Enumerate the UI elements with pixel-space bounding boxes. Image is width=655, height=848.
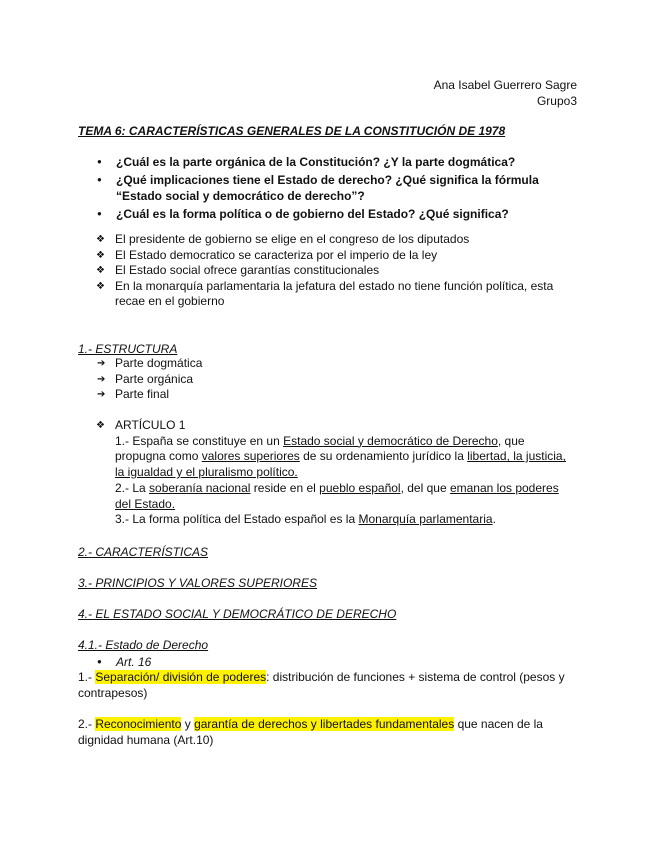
paragraph-separacion-poderes [78,669,568,701]
underlined-text: Estado social y democrático de Derecho [283,433,498,448]
note-item: ❖ El presidente de gobierno se elige en el congreso de los diputados [78,232,558,248]
underlined-text: Monarquía parlamentaria [358,512,493,527]
highlighted-text: garantía de derechos y libertades fundamentales [194,717,455,731]
question-item: ● ¿Qué implicaciones tiene el Estado de derecho? ¿Qué significa la fórmula “Estado social y democrático de derecho”? [78,172,548,204]
highlighted-text: Reconocimiento [95,717,182,731]
highlighted-text: Separación/ división de poderes [95,670,267,684]
section-heading-principios: 3.- PRINCIPIOS Y VALORES SUPERIORES [78,576,317,590]
estructura-list [78,356,202,403]
subsection-heading-estado-derecho: 4.1.- Estado de Derecho [78,638,209,652]
underlined-text: pueblo español [319,480,401,495]
question-item: ● ¿Cuál es la parte orgánica de la Constitución? ¿Y la parte dogmática? [78,154,548,170]
note-item: ❖ El Estado democratico se caracteriza por el imperio de la ley [78,248,558,264]
note-item: ❖ El Estado social ofrece garantías constitucionales [78,263,558,279]
text-run: que nacen de la dignidad humana (Art.10) [78,717,543,747]
section-heading-estado-social: 4.- EL ESTADO SOCIAL Y DEMOCRÁTICO DE DERECHO [78,607,397,621]
article-16-bullet: ● Art. 16 [78,654,151,670]
text-run: 2.- La [115,480,150,495]
section-heading-estructura: 1.- ESTRUCTURA [78,342,178,356]
underlined-text: soberanía nacional [149,480,251,495]
text-run: 2.- [78,717,96,731]
notes-list [78,232,558,310]
text-run: de su ordenamiento jurídico la [299,449,468,464]
text-run: , que propugna como [115,433,525,464]
author-group: Grupo3 [536,94,577,108]
text-run: 3.- La forma política del Estado español es la [115,512,359,527]
underlined-text: libertad, la justicia, la igualdad y el pluralismo político. [115,449,566,480]
text-run: 1.- [78,670,96,684]
article-paragraph-3 [78,512,578,528]
text-run: reside en el [250,480,320,495]
author-name: Ana Isabel Guerrero Sagre [433,78,577,92]
estructura-item: ➔ Parte dogmática [78,356,202,372]
questions-list [78,154,548,224]
article-1-block [78,418,578,528]
text-run: . [492,512,496,527]
article-heading: ❖ ARTÍCULO 1 [78,418,578,434]
underlined-text: valores superiores [201,449,300,464]
underlined-text: emanan los poderes del Estado. [115,480,559,511]
article-paragraph-2 [78,481,578,513]
author-block [434,77,577,109]
note-item: ❖ En la monarquía parlamentaria la jefatura del estado no tiene función política, esta recae en el gobierno [78,279,558,310]
text-run: 1.- España se constituye en un [115,433,284,448]
paragraph-derechos [78,716,568,748]
text-run: : distribución de funciones + sistema de control (pesos y contrapesos) [78,670,565,700]
estructura-item: ➔ Parte orgánica [78,372,202,388]
document-title: TEMA 6: CARACTERÍSTICAS GENERALES DE LA CONSTITUCIÓN DE 1978 [78,124,506,138]
section-heading-caracteristicas: 2.- CARACTERÍSTICAS [78,545,209,559]
article-paragraph-1 [78,434,578,481]
text-run: y [181,717,195,731]
question-item: ● ¿Cuál es la forma política o de gobierno del Estado? ¿Qué significa? [78,206,548,222]
text-run: , del que [400,480,450,495]
estructura-item: ➔ Parte final [78,387,202,403]
